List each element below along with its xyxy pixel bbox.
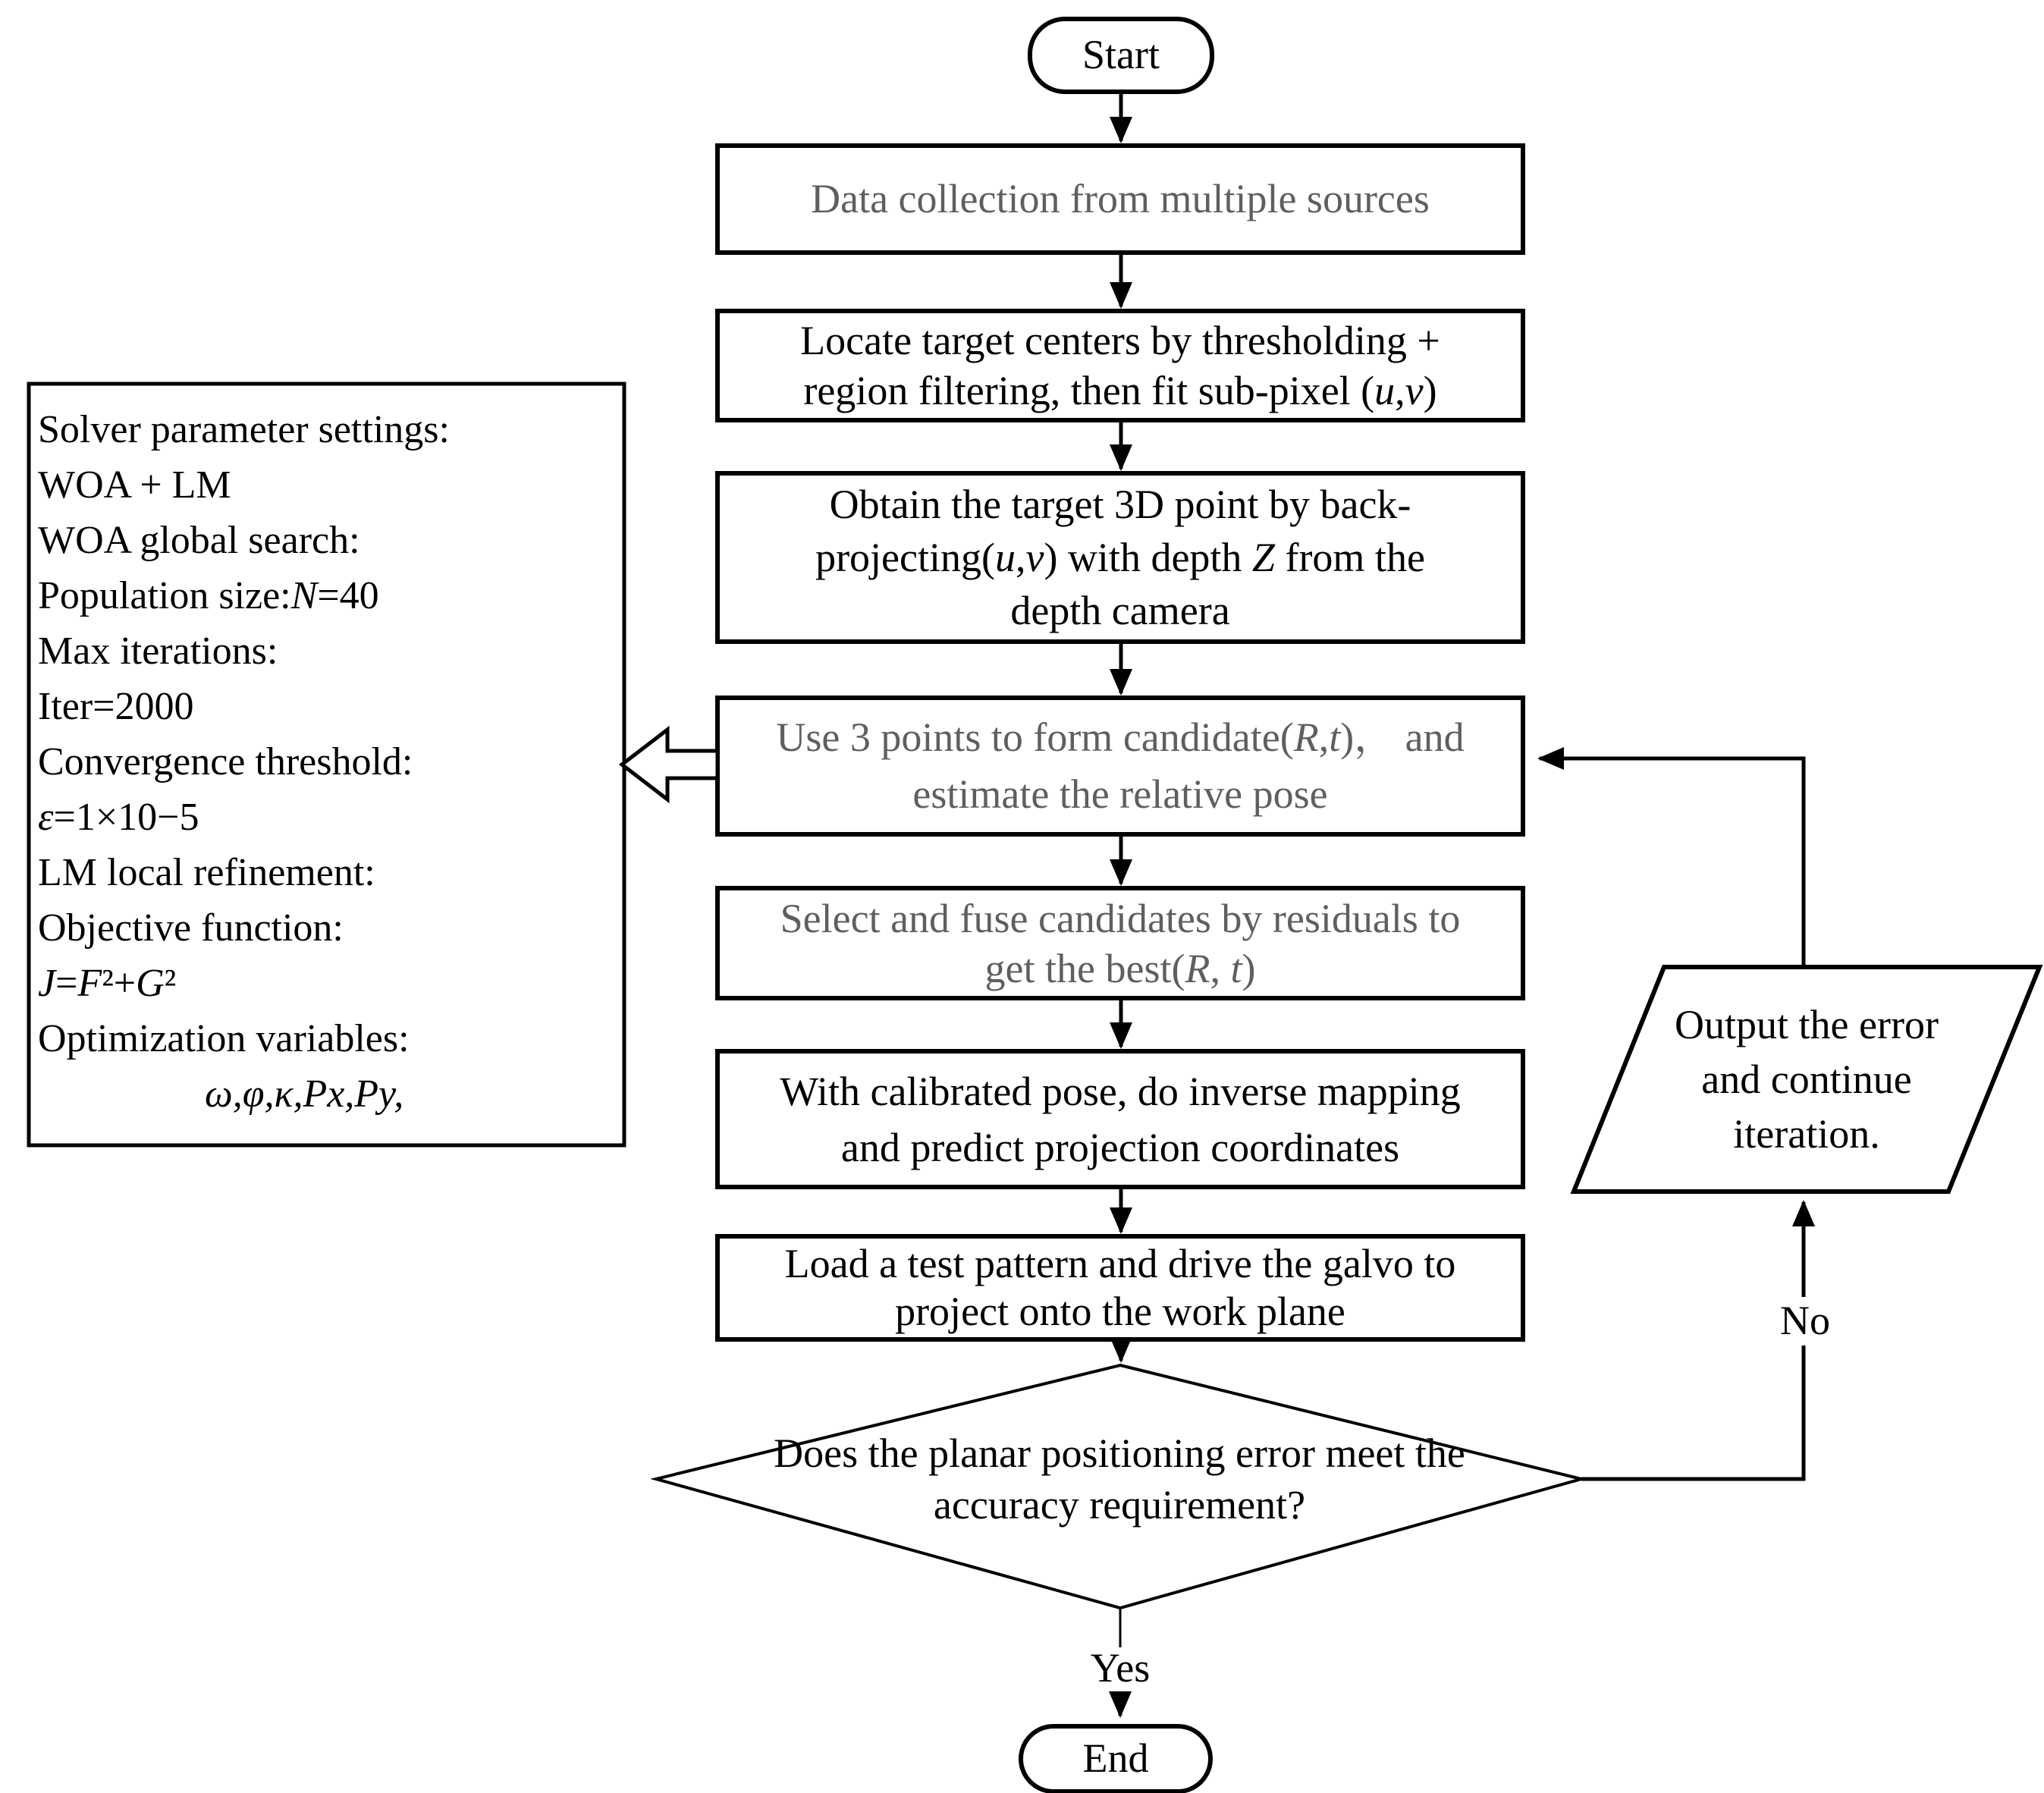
process-data-collection-label: Data collection from multiple sources	[811, 175, 1430, 221]
process-load-pattern-label: Load a test pattern and drive the galvo to project onto the work plane	[784, 1241, 1456, 1334]
no-branch-label: No	[1758, 1295, 1852, 1347]
decision-label: Does the planar positioning error meet the accuracy requirement?	[774, 1430, 1465, 1528]
process-inverse-mapping-label: With calibrated pose, do inverse mapping and predict projection coordinates	[780, 1068, 1461, 1170]
output-parallelogram-label: Output the error and continue iteration.	[1675, 1002, 1939, 1157]
end-label: End	[1082, 1735, 1149, 1782]
process-candidate-pose-label: Use 3 points to form candidate(R,t)， and estimate the relative pose	[776, 714, 1465, 817]
solver-panel-text: Solver parameter settings: WOA + LM WOA global search: Population size:N=40 Max iterations: Iter=2000 Convergence threshold: ε=1×10−5 LM local refinement: Objective function: J=F²+G² Optimization variables: ω,φ,κ,Px,Py,	[38, 408, 450, 1116]
yes-branch-label: Yes	[1090, 1645, 1151, 1691]
block-arrow-left-icon	[622, 730, 717, 799]
loop-back-line	[1540, 758, 1804, 967]
process-fuse-candidates-label: Select and fuse candidates by residuals to get the best(R, t)	[780, 895, 1461, 991]
process-locate-centers-label: Locate target centers by thresholding + region filtering, then fit sub-pixel (u,v)	[800, 318, 1440, 413]
start-label: Start	[1082, 32, 1160, 78]
process-backproject-label: Obtain the target 3D point by back- projecting(u,v) with depth Z from the depth camera	[815, 482, 1425, 633]
